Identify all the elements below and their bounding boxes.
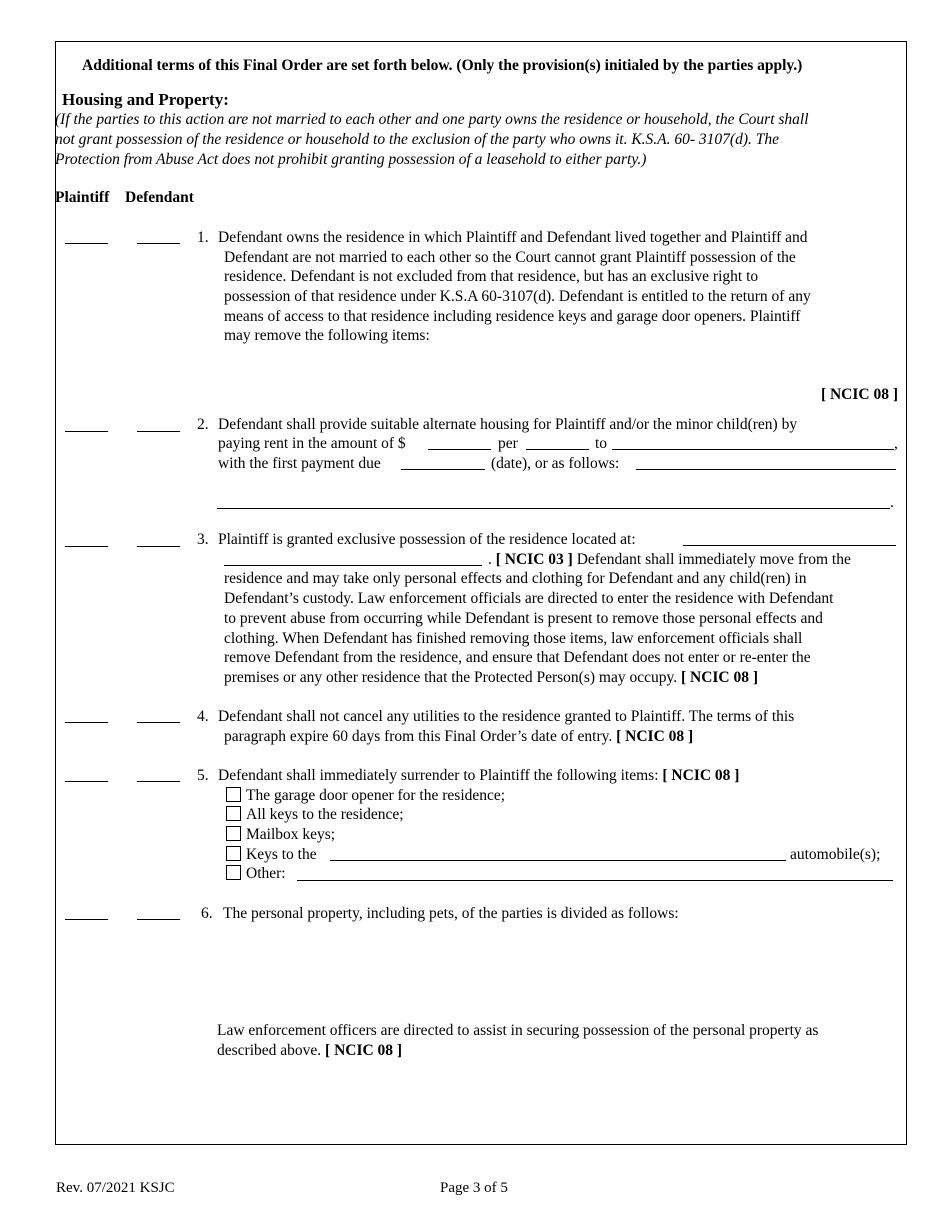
rent-period-field[interactable] <box>526 449 589 450</box>
residence-address-field[interactable] <box>683 545 896 546</box>
rent-payee-field[interactable] <box>612 449 894 450</box>
item3-number: 3. <box>197 531 209 548</box>
defendant-initial-6[interactable] <box>137 919 180 920</box>
plaintiff-initial-6[interactable] <box>65 919 108 920</box>
item6-law-line-1: Law enforcement officers are directed to assist in securing possession of the personal property as <box>217 1022 819 1039</box>
item1-line-2: Defendant are not married to each other so the Court cannot grant Plaintiff possession of the <box>224 249 796 266</box>
first-payment-date-field[interactable] <box>401 469 485 470</box>
section-note-line-1: (If the parties to this action are not married to each other and one party owns the residence or household, the Court shall <box>55 111 809 128</box>
residence-keys-checkbox[interactable] <box>226 806 241 821</box>
revision-label: Rev. 07/2021 KSJC <box>56 1180 175 1196</box>
item5-line-1: Defendant shall immediately surrender to Plaintiff the following items: [ NCIC 08 ] <box>218 767 740 784</box>
garage-opener-checkbox[interactable] <box>226 787 241 802</box>
item3-line-3: residence and may take only personal effects and clothing for Defendant and any child(ren) in <box>224 570 807 587</box>
defendant-initial-3[interactable] <box>137 546 180 547</box>
terms-heading: Additional terms of this Final Order are set forth below. (Only the provision(s) initialed by the parties apply.) <box>82 57 803 74</box>
defendant-initial-1[interactable] <box>137 243 180 244</box>
rent-amount-field[interactable] <box>428 449 491 450</box>
item1-line-3: residence. Defendant is not excluded from that residence, but has an exclusive right to <box>224 268 759 285</box>
item5-option-auto-keys: Keys to the <box>226 845 317 865</box>
item5-automobiles-label: automobile(s); <box>790 846 881 863</box>
item1-line-1: Defendant owns the residence in which Plaintiff and Defendant lived together and Plaintiff and <box>218 229 808 246</box>
item1-line-4: possession of that residence under K.S.A 60-3107(d). Defendant is entitled to the return of any <box>224 288 811 305</box>
item5-option-mailbox-keys: Mailbox keys; <box>226 825 335 845</box>
item3-line-8: premises or any other residence that the Protected Person(s) may occupy. [ NCIC 08 ] <box>224 669 759 686</box>
defendant-initial-5[interactable] <box>137 781 180 782</box>
item1-line-6: may remove the following items: <box>224 327 430 344</box>
plaintiff-initial-4[interactable] <box>65 722 108 723</box>
item3-line-4: Defendant’s custody. Law enforcement officials are directed to enter the residence with Defendant <box>224 590 834 607</box>
item2-period: . <box>890 494 894 511</box>
item3-line-5: to prevent abuse from occurring while Defendant is present to remove those personal effects and <box>224 610 823 627</box>
item2-comma: , <box>894 435 898 452</box>
plaintiff-initial-2[interactable] <box>65 431 108 432</box>
item2-per-label: per <box>498 435 518 452</box>
item3-line-6: clothing. When Defendant has finished removing those items, law enforcement officials shall <box>224 630 803 647</box>
item4-line-1: Defendant shall not cancel any utilities to the residence granted to Plaintiff. The terms of this <box>218 708 795 725</box>
other-checkbox[interactable] <box>226 865 241 880</box>
plaintiff-initial-1[interactable] <box>65 243 108 244</box>
auto-keys-checkbox[interactable] <box>226 846 241 861</box>
plaintiff-initial-3[interactable] <box>65 546 108 547</box>
payment-terms-field-2[interactable] <box>217 508 890 509</box>
page-number: Page 3 of 5 <box>440 1180 508 1196</box>
item3-line-7: remove Defendant from the residence, and ensure that Defendant does not enter or re-enter the <box>224 649 811 666</box>
item2-to-label: to <box>595 435 608 452</box>
item5-number: 5. <box>197 767 209 784</box>
residence-address-field-2[interactable] <box>224 565 482 566</box>
item1-ncic: [ NCIC 08 ] <box>820 386 898 403</box>
column-plaintiff: Plaintiff <box>55 189 110 206</box>
item2-line-1: Defendant shall provide suitable alternate housing for Plaintiff and/or the minor child(ren) by <box>218 416 798 433</box>
item5-option-other: Other: <box>226 864 286 884</box>
defendant-initial-4[interactable] <box>137 722 180 723</box>
defendant-initial-2[interactable] <box>137 431 180 432</box>
automobile-description-field[interactable] <box>330 860 786 861</box>
section-title: Housing and Property: <box>62 90 229 109</box>
item4-number: 4. <box>197 708 209 725</box>
item6-number: 6. <box>201 905 213 922</box>
item2-first-payment-label: with the first payment due <box>218 455 381 472</box>
mailbox-keys-checkbox[interactable] <box>226 826 241 841</box>
item3-line-2: . [ NCIC 03 ] Defendant shall immediately move from the <box>488 551 851 568</box>
item2-date-label: (date), or as follows: <box>491 455 620 472</box>
other-items-field[interactable] <box>297 880 893 881</box>
payment-terms-field[interactable] <box>636 469 896 470</box>
item4-line-2: paragraph expire 60 days from this Final Order’s date of entry. [ NCIC 08 ] <box>224 728 694 745</box>
item2-rent-label: paying rent in the amount of $ <box>218 435 406 452</box>
item1-line-5: means of access to that residence including residence keys and garage door openers. Plaintiff <box>224 308 801 325</box>
plaintiff-initial-5[interactable] <box>65 781 108 782</box>
item5-option-residence-keys: All keys to the residence; <box>226 805 404 825</box>
column-defendant: Defendant <box>125 189 194 206</box>
item5-option-garage-opener: The garage door opener for the residence; <box>226 786 505 806</box>
item1-number: 1. <box>197 229 209 246</box>
item6-line-1: The personal property, including pets, of the parties is divided as follows: <box>223 905 679 922</box>
item2-number: 2. <box>197 416 209 433</box>
section-note-line-2: not grant possession of the residence or household to the exclusion of the party who owns it. K.S.A. 60- 3107(d). The <box>55 131 779 148</box>
item6-law-line-2: described above. [ NCIC 08 ] <box>217 1042 403 1059</box>
item3-line-1: Plaintiff is granted exclusive possession of the residence located at: <box>218 531 636 548</box>
section-note-line-3: Protection from Abuse Act does not prohibit granting possession of a leasehold to either party.) <box>55 151 647 168</box>
